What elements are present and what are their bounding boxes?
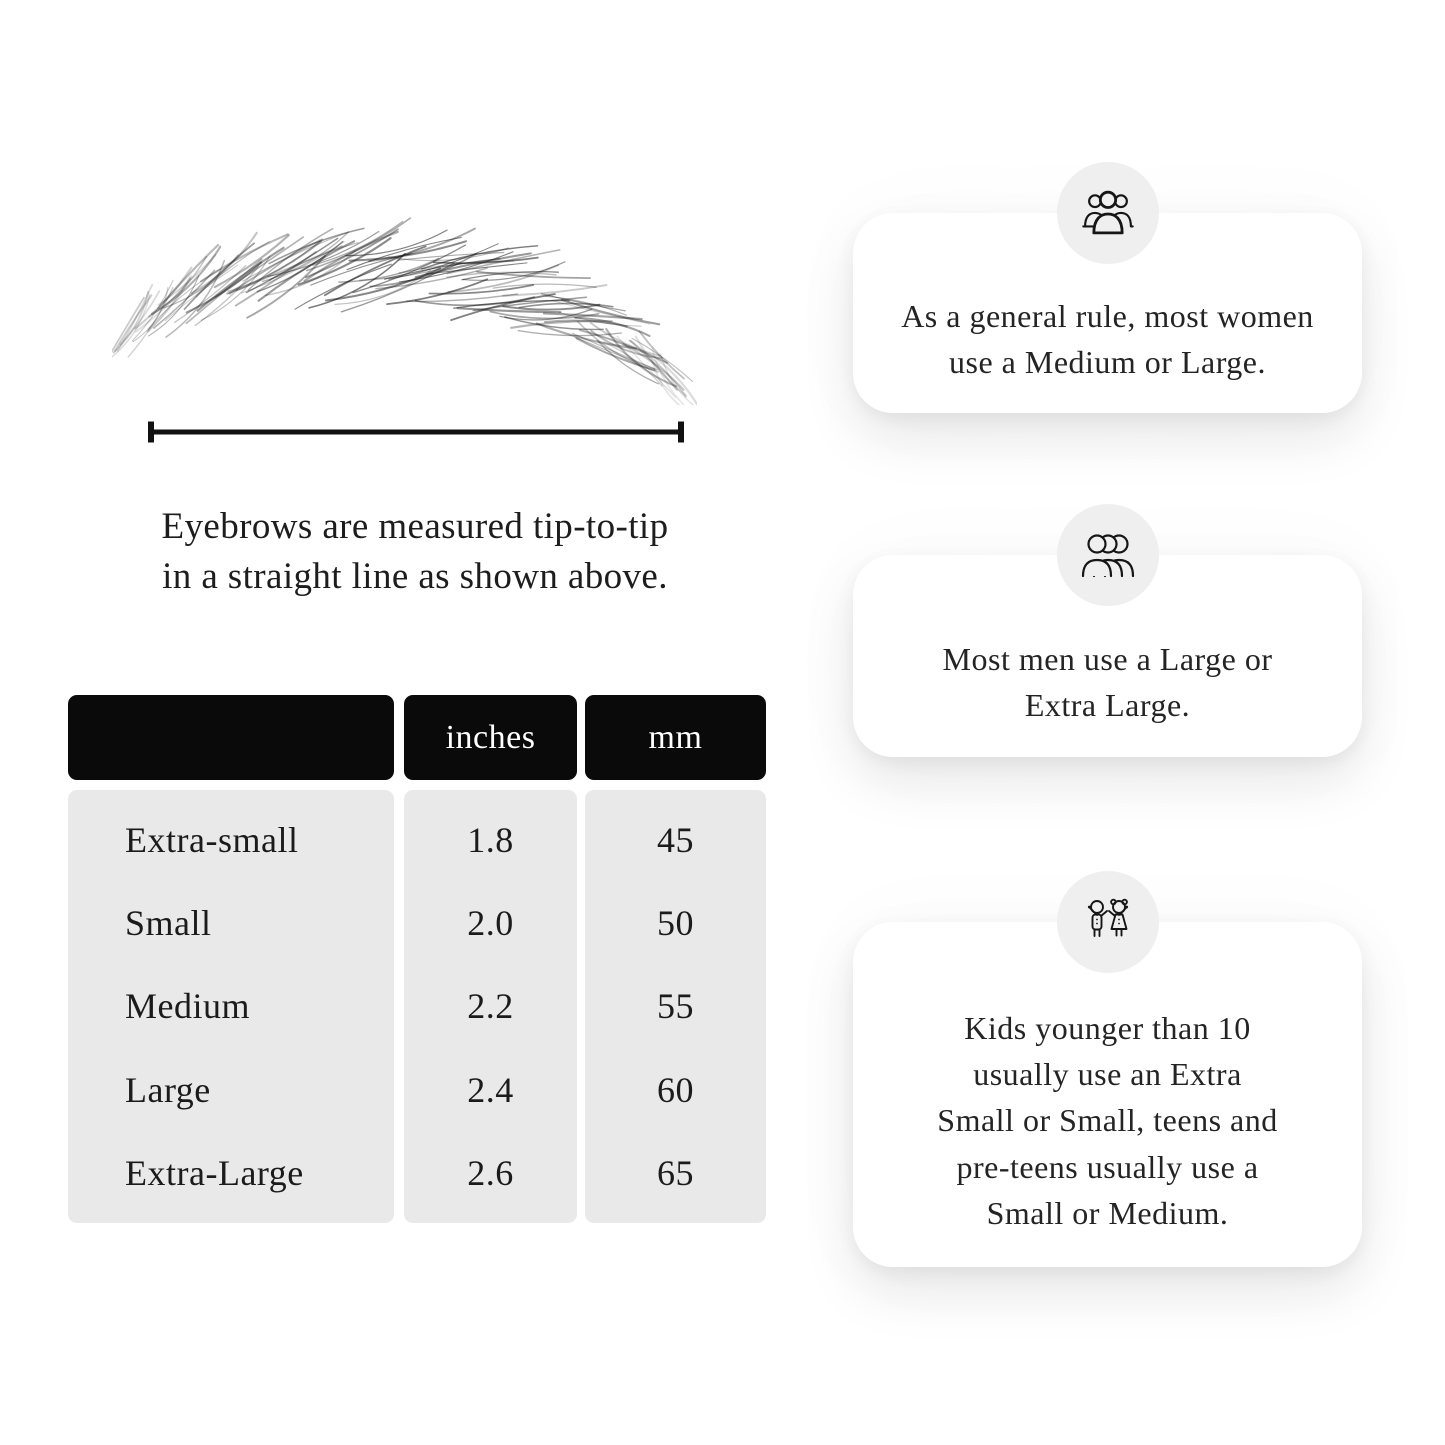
inches-value: 2.2: [467, 986, 514, 1027]
card-text: [915, 636, 1301, 729]
icon-circle: [1057, 162, 1159, 264]
mm-value: 65: [657, 1153, 694, 1194]
info-card-women: [853, 213, 1362, 413]
info-card-men: [853, 555, 1362, 757]
icon-circle: [1057, 871, 1159, 973]
size-table-body: [68, 790, 766, 1223]
inches-value: 2.4: [467, 1069, 514, 1110]
eyebrow-illustration: [112, 215, 697, 405]
measurement-line: [146, 421, 686, 443]
info-card-kids: [853, 922, 1362, 1267]
table-row: [68, 1069, 766, 1111]
table-row: [68, 1152, 766, 1194]
size-label: Extra-Large: [125, 1153, 304, 1194]
size-label: Extra-small: [125, 819, 299, 860]
size-table: [68, 695, 766, 1223]
size-label: Medium: [125, 986, 250, 1027]
men-group-icon: [1075, 527, 1141, 583]
card-text-line: Most men use a Large or: [942, 640, 1273, 677]
mm-value: 45: [657, 819, 694, 860]
card-text-line: As a general rule, most women: [901, 297, 1314, 334]
table-row: [68, 902, 766, 944]
table-row: [68, 985, 766, 1027]
size-table-header: [68, 695, 766, 780]
card-text: [909, 1005, 1305, 1237]
inches-value: 2.0: [467, 903, 514, 944]
icon-circle: [1057, 504, 1159, 606]
size-label: Large: [125, 1069, 211, 1110]
card-text: [873, 293, 1342, 386]
women-group-icon: [1076, 185, 1140, 241]
caption-line: in a straight line as shown above.: [162, 555, 668, 597]
table-rows: [68, 790, 766, 1223]
mm-value: 55: [657, 986, 694, 1027]
table-header-mm: mm: [585, 695, 766, 780]
card-text-line: use a Medium or Large.: [949, 344, 1266, 380]
card-text-line: Kids younger than 10: [964, 1009, 1251, 1046]
size-label: Small: [125, 903, 212, 944]
card-text-line: Small or Small, teens and: [937, 1102, 1278, 1139]
mm-value: 50: [657, 903, 694, 944]
card-text-line: pre-teens usually use a: [956, 1148, 1259, 1185]
card-text-line: usually use an Extra: [973, 1055, 1242, 1092]
kids-icon: [1078, 893, 1138, 951]
card-text-line: Small or Medium.: [986, 1195, 1229, 1232]
table-header-inches: inches: [404, 695, 577, 780]
inches-value: 2.6: [467, 1153, 514, 1194]
mm-value: 60: [657, 1069, 694, 1110]
table-header-size: [68, 695, 394, 780]
measurement-caption: [65, 502, 765, 602]
inches-value: 1.8: [467, 819, 514, 860]
card-text-line: Extra Large.: [1024, 687, 1191, 723]
table-row: [68, 819, 766, 861]
caption-line: Eyebrows are measured tip-to-tip: [161, 506, 669, 547]
